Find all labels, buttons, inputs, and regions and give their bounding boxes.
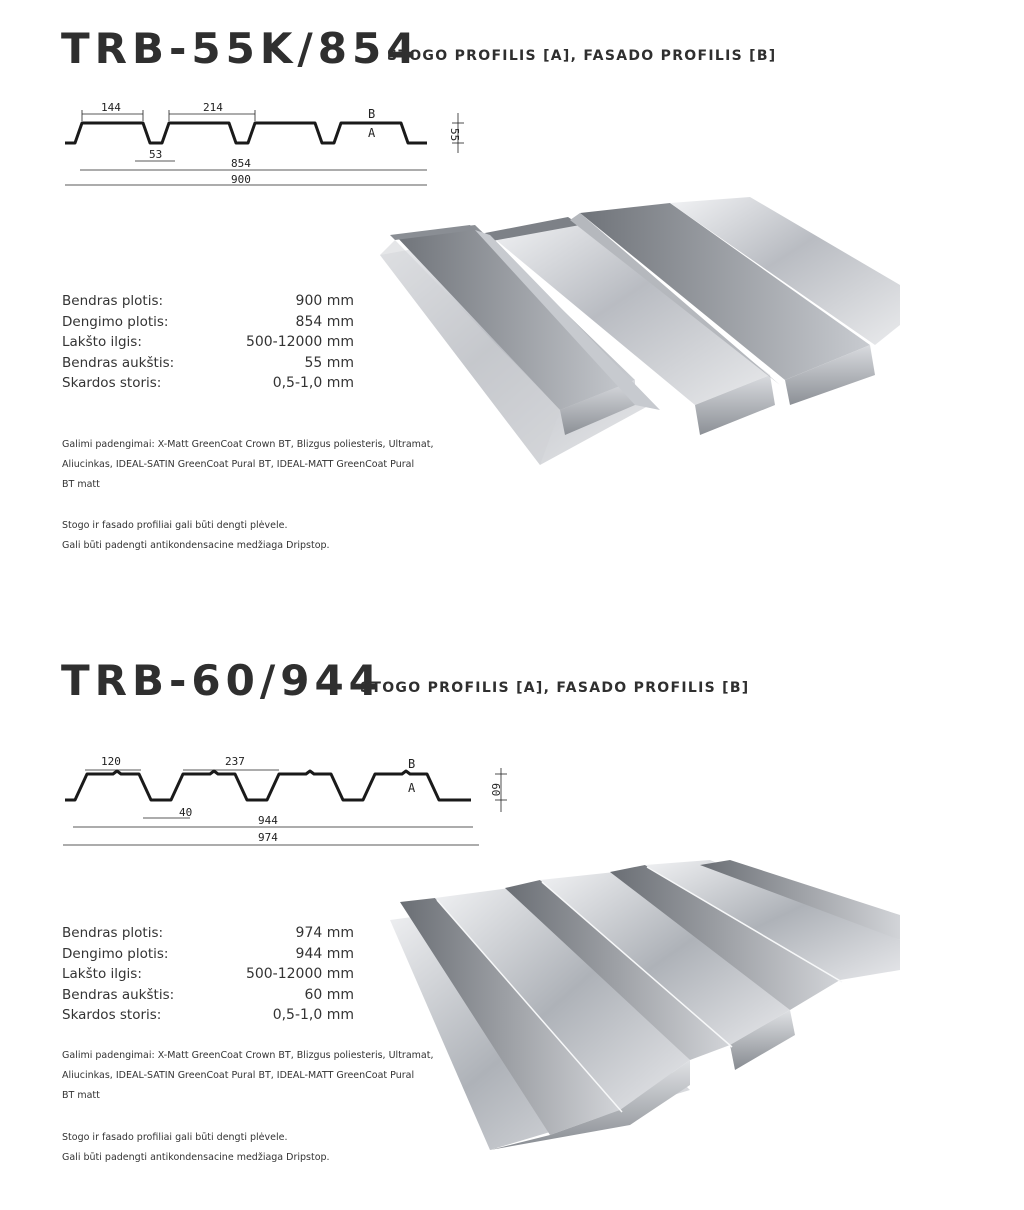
- product-section-1: [0, 0, 1024, 600]
- dim-pitch: 237: [225, 755, 245, 768]
- spec-label: Dengimo plotis:: [62, 945, 169, 962]
- dim-total-width: 974: [258, 831, 278, 844]
- spec-label: Dengimo plotis:: [62, 313, 169, 330]
- spec-value: 500-12000 mm: [245, 966, 354, 982]
- coatings-line: BT matt: [62, 1090, 100, 1101]
- dim-height: 60: [489, 783, 502, 797]
- spec-value: 60 mm: [304, 986, 354, 1003]
- spec-value: 944 mm: [295, 945, 354, 962]
- coatings-line: Aliucinkas, IDEAL-SATIN GreenCoat Pural BT, IDEAL-MATT GreenCoat Pural: [62, 459, 415, 470]
- note-line: Stogo ir fasado profiliai gali būti dengti plėvele.: [62, 520, 288, 531]
- product-title: TRB-55K/854: [61, 24, 421, 73]
- spec-row: [62, 312, 354, 333]
- spec-row: [62, 985, 354, 1006]
- spec-value: 0,5-1,0 mm: [272, 1007, 354, 1023]
- dim-trough: 40: [179, 806, 193, 819]
- dim-height: 55: [448, 128, 461, 142]
- coatings-line: BT matt: [62, 479, 100, 490]
- product-title: TRB-60/944: [61, 656, 383, 705]
- spec-row: [62, 332, 354, 353]
- label-b: B: [408, 757, 416, 771]
- spec-row: [62, 291, 354, 312]
- spec-label: Lakšto ilgis:: [62, 966, 142, 982]
- spec-label: Bendras aukštis:: [62, 986, 175, 1003]
- label-a: A: [408, 781, 416, 795]
- spec-value: 854 mm: [295, 313, 354, 330]
- note-line: Stogo ir fasado profiliai gali būti dengti plėvele.: [62, 1132, 288, 1143]
- spec-row: [62, 373, 354, 394]
- dim-pitch: 214: [203, 101, 223, 114]
- label-a: A: [368, 126, 376, 140]
- dim-total-width: 900: [231, 173, 251, 186]
- spec-value: 55 mm: [304, 354, 354, 371]
- note-line: Gali būti padengti antikondensacine medžiaga Dripstop.: [62, 1152, 330, 1163]
- spec-row: [62, 353, 354, 374]
- coatings-line: Aliucinkas, IDEAL-SATIN GreenCoat Pural BT, IDEAL-MATT GreenCoat Pural: [62, 1070, 415, 1081]
- spec-label: Skardos storis:: [62, 375, 162, 391]
- spec-label: Lakšto ilgis:: [62, 334, 142, 350]
- dim-trough: 53: [149, 148, 163, 161]
- dim-rib-top: 120: [101, 755, 121, 768]
- spec-row: [62, 944, 354, 965]
- spec-value: 900 mm: [295, 293, 354, 309]
- spec-value: 500-12000 mm: [245, 334, 354, 350]
- product-subtitle: STOGO PROFILIS [A], FASADO PROFILIS [B]: [360, 680, 750, 696]
- spec-label: Bendras plotis:: [62, 293, 164, 309]
- spec-row: [62, 1005, 354, 1026]
- dim-cover-width: 944: [258, 814, 278, 827]
- profile-diagram: [55, 750, 515, 850]
- note-line: Gali būti padengti antikondensacine medžiaga Dripstop.: [62, 540, 330, 551]
- profile-diagram: [55, 95, 475, 195]
- product-photo-sheet: [370, 195, 900, 485]
- spec-list: [62, 291, 354, 394]
- dim-cover-width: 854: [231, 157, 251, 170]
- spec-value: 0,5-1,0 mm: [272, 375, 354, 391]
- spec-row: [62, 923, 354, 944]
- spec-list: [62, 923, 354, 1026]
- coatings-line: Galimi padengimai: X-Matt GreenCoat Crown BT, Blizgus poliesteris, Ultramat,: [62, 1050, 434, 1061]
- product-subtitle: STOGO PROFILIS [A], FASADO PROFILIS [B]: [387, 48, 777, 64]
- spec-value: 974 mm: [295, 925, 354, 941]
- coatings-line: Galimi padengimai: X-Matt GreenCoat Crown BT, Blizgus poliesteris, Ultramat,: [62, 439, 434, 450]
- spec-row: [62, 964, 354, 985]
- spec-label: Skardos storis:: [62, 1007, 162, 1023]
- label-b: B: [368, 107, 376, 121]
- spec-label: Bendras aukštis:: [62, 354, 175, 371]
- dim-rib-top: 144: [101, 101, 121, 114]
- product-section-2: [0, 610, 1024, 1210]
- film-note: [62, 516, 462, 556]
- product-photo-sheet: [390, 860, 900, 1150]
- spec-label: Bendras plotis:: [62, 925, 164, 941]
